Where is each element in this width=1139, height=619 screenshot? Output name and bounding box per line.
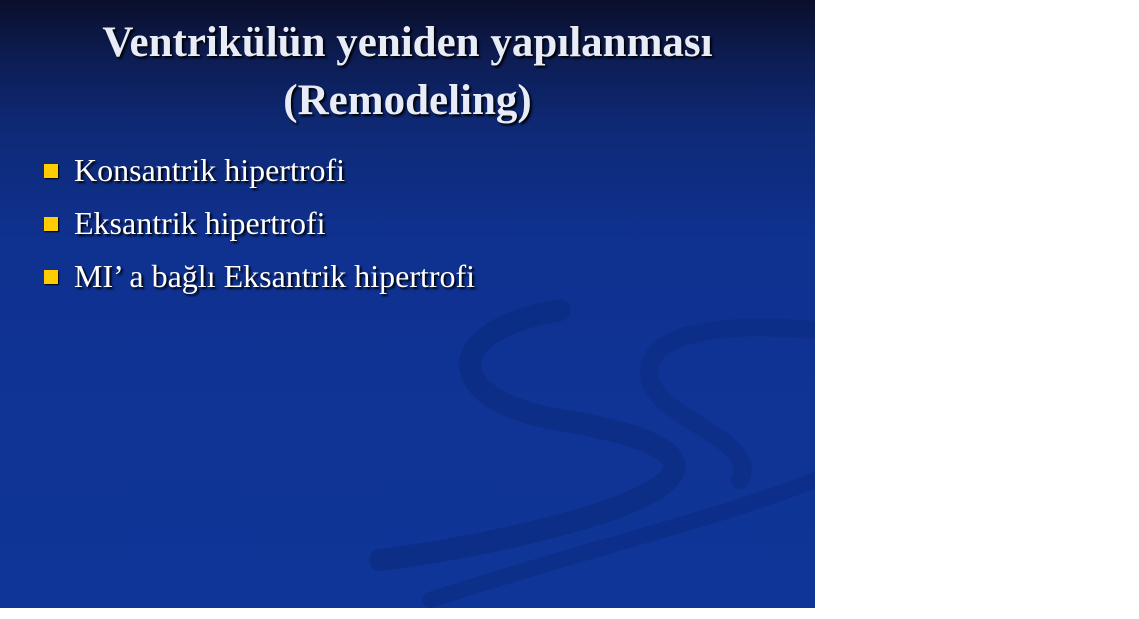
slide-title-line-2: (Remodeling) [283, 77, 532, 124]
bullet-text: Konsantrik hipertrofi [74, 152, 346, 188]
bullet-text: Eksantrik hipertrofi [74, 205, 326, 241]
square-bullet-icon [44, 217, 58, 231]
bullet-item [44, 250, 475, 303]
square-bullet-icon [44, 270, 58, 284]
bullet-text: MI’ a bağlı Eksantrik hipertrofi [74, 258, 476, 294]
square-bullet-icon [44, 164, 58, 178]
bullet-item [44, 197, 475, 250]
bullet-item [44, 144, 475, 197]
slide-title-line-1: Ventrikülün yeniden yapılanması [102, 19, 713, 66]
bullet-list [44, 144, 475, 303]
slide-title [0, 14, 815, 130]
